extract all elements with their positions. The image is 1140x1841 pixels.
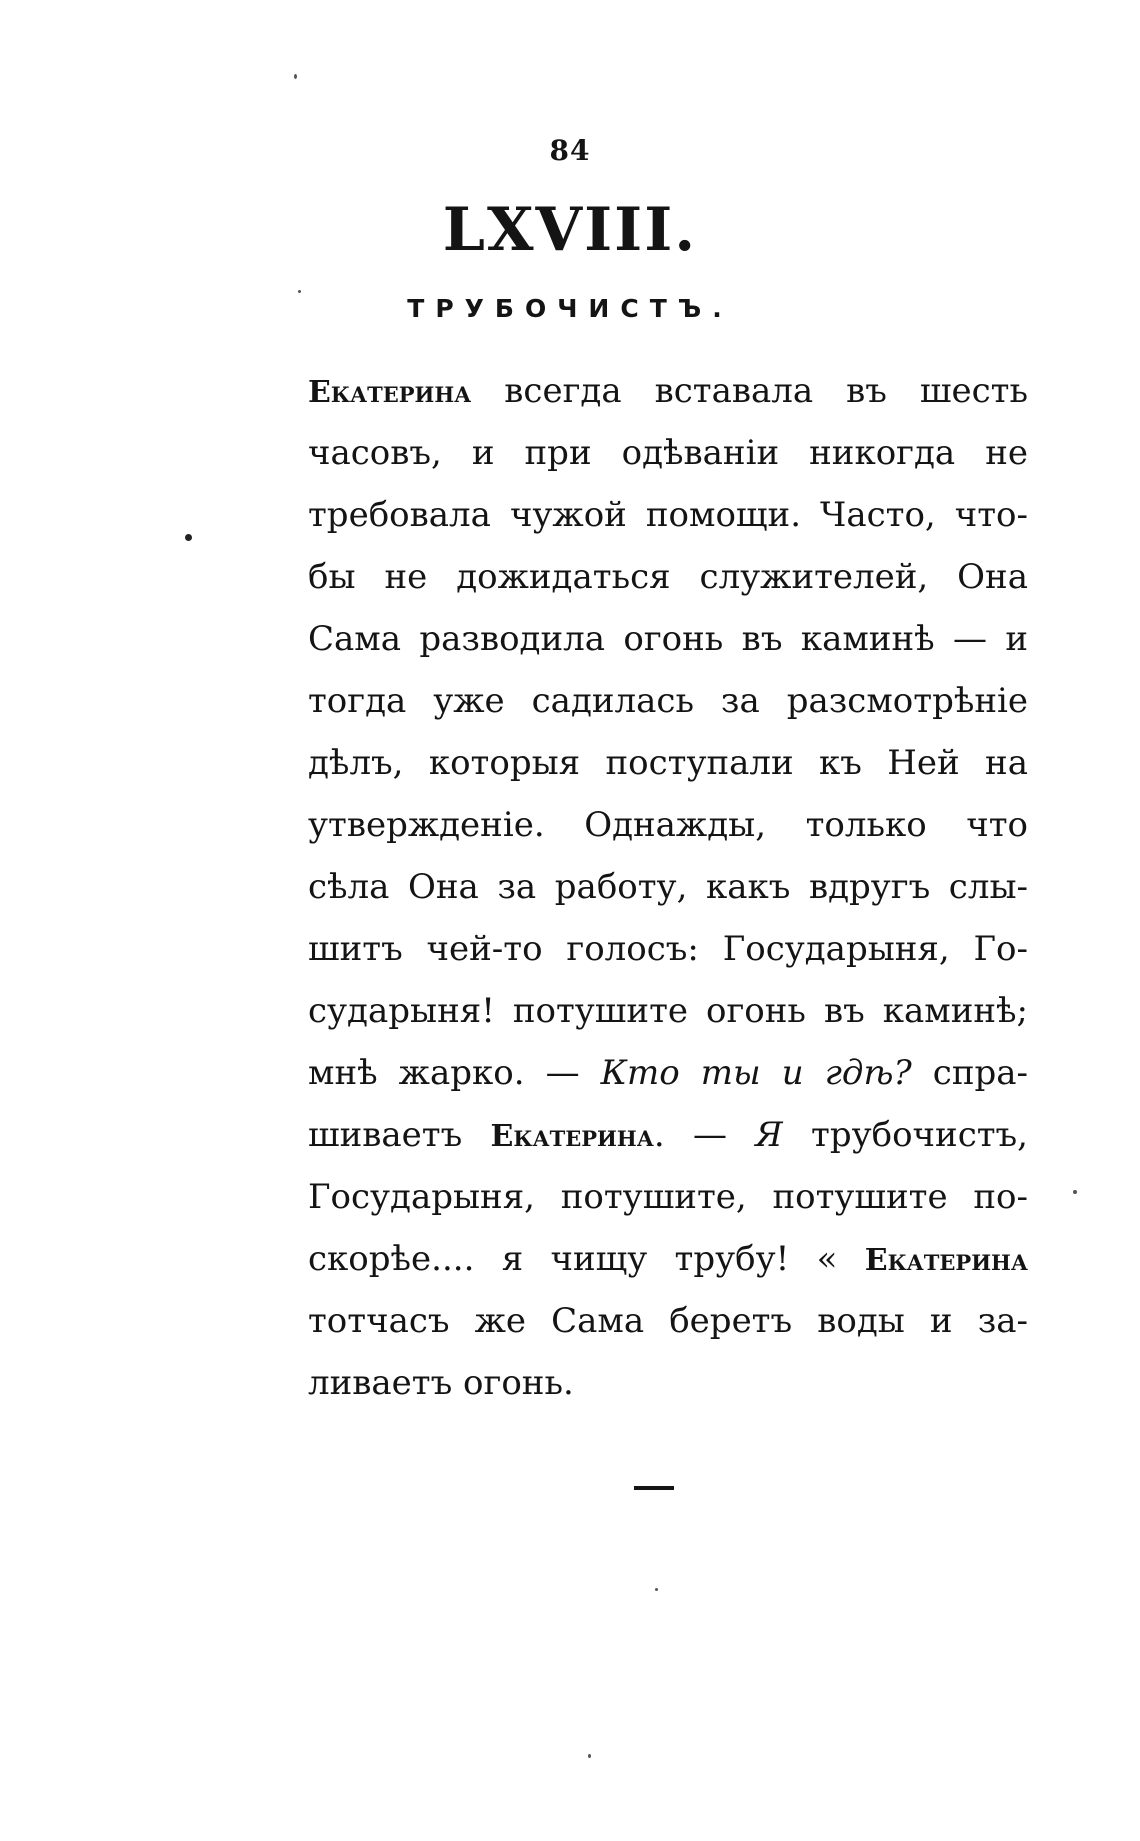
italic-text: Я — [755, 1115, 783, 1155]
text-line — [308, 1352, 1028, 1414]
text-run: спра- — [911, 1053, 1029, 1093]
text-line — [308, 670, 1028, 732]
scan-speck — [588, 1754, 591, 1758]
body-text — [308, 360, 1028, 1414]
text-run: ливаетъ огонь. — [308, 1363, 574, 1403]
text-line — [308, 360, 1028, 422]
text-line — [308, 422, 1028, 484]
name-smallcaps: Екатерина — [864, 1243, 1028, 1278]
text-run: . — — [653, 1115, 756, 1155]
text-run: утвержденіе. Однажды, только что — [308, 805, 1028, 845]
end-rule — [634, 1486, 674, 1490]
scan-speck — [185, 534, 192, 541]
text-run: требовала чужой помощи. Часто, что- — [308, 495, 1028, 535]
page-number: 84 — [549, 134, 591, 167]
text-line — [308, 732, 1028, 794]
text-run: шиваетъ — [308, 1115, 491, 1155]
text-run: тотчасъ же Сама беретъ воды и за- — [308, 1301, 1028, 1341]
text-run: шитъ чей-то голосъ: Государыня, Го- — [308, 929, 1028, 969]
name-smallcaps: Екатерина — [308, 375, 472, 410]
scan-speck — [655, 1588, 658, 1591]
text-line — [308, 1228, 1028, 1290]
text-line — [308, 918, 1028, 980]
chapter-numeral: LXVIII. — [442, 195, 698, 265]
text-run: всегда вставала въ шесть — [471, 371, 1028, 411]
text-line — [308, 980, 1028, 1042]
text-line — [308, 608, 1028, 670]
text-line — [308, 1166, 1028, 1228]
text-run: бы не дожидаться служителей, Она — [308, 557, 1028, 597]
scan-speck — [298, 290, 301, 293]
text-run: сѣла Она за работу, какъ вдругъ слы- — [308, 867, 1028, 907]
text-run: сударыня! потушите огонь въ каминѣ; — [308, 991, 1028, 1031]
chapter-title: ТРУБОЧИСТЪ. — [407, 294, 733, 323]
name-smallcaps: Екатерина — [490, 1119, 654, 1154]
text-line — [308, 1042, 1028, 1104]
scan-speck — [294, 74, 297, 79]
text-run: трубочистъ, — [782, 1115, 1028, 1155]
text-line — [308, 1290, 1028, 1352]
text-line — [308, 484, 1028, 546]
text-line — [308, 1104, 1028, 1166]
scan-speck — [1073, 1190, 1077, 1194]
text-line — [308, 794, 1028, 856]
text-run: тогда уже садилась за разсмотрѣніе — [308, 681, 1028, 721]
text-run: дѣлъ, которыя поступали къ Ней на — [308, 743, 1028, 783]
text-run: Государыня, потушите, потушите по- — [308, 1177, 1028, 1217]
text-run: часовъ, и при одѣваніи никогда не — [308, 433, 1028, 473]
text-line — [308, 856, 1028, 918]
text-line — [308, 546, 1028, 608]
text-run: мнѣ жарко. — — [308, 1053, 601, 1093]
italic-text: Кто ты и гдѣ? — [600, 1053, 912, 1093]
text-run: скорѣе.... я чищу трубу! « — [308, 1239, 865, 1279]
text-run: Сама разводила огонь въ каминѣ — и — [308, 619, 1028, 659]
